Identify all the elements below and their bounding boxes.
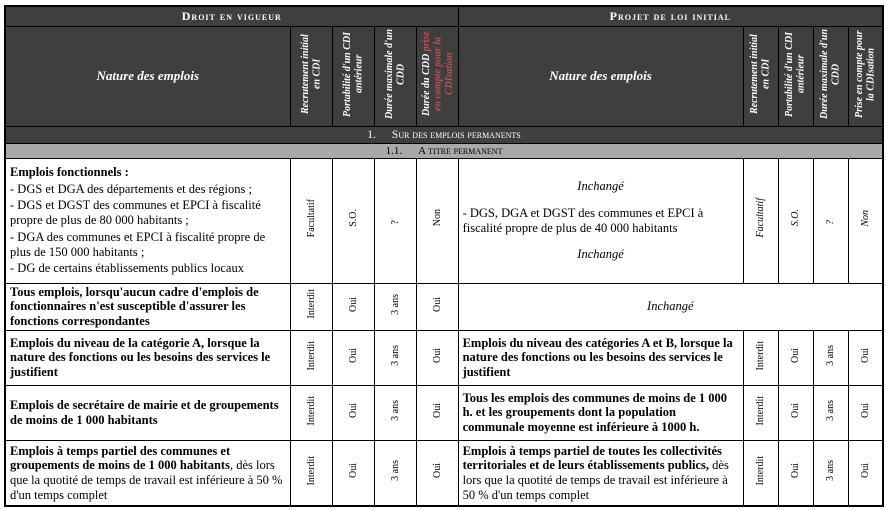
value-cell [778, 158, 813, 283]
nature-des-emplois-header-right [458, 26, 743, 126]
col-recrutement-initial-cdi-left [290, 26, 332, 126]
value-cell [290, 440, 332, 506]
column-header-text: Durée maximale d'un CDD [383, 28, 406, 119]
value-cell [374, 385, 416, 440]
cell-item: - DGS et DGST des communes et EPCI à fiscalité propre de plus de 80 000 habitants ; [10, 198, 261, 228]
column-header-text: Portabilité d'un CDI antérieur [784, 31, 807, 117]
section-label: A titre permanent [418, 144, 503, 157]
value-cell [778, 440, 813, 506]
value-cell [332, 385, 374, 440]
value-cell [743, 440, 778, 506]
nature-cell-left: Emplois de secrétaire de mairie et de groupements de moins de 1 000 habitants [5, 385, 290, 440]
cell-text: , dès lors que la quotité de temps de travail est inférieure à 50 % d'un temps complet [10, 458, 283, 502]
nature-cell-right [458, 440, 743, 506]
col-portabilite-cdi-left [332, 26, 374, 126]
value-text: Oui [790, 402, 802, 418]
value-text: Oui [859, 347, 871, 363]
table-row-categorie-a [5, 330, 883, 385]
value-cell [332, 158, 374, 283]
value-cell [743, 385, 778, 440]
value-cell [743, 330, 778, 385]
column-header-text: Prise en compte pour la CDIsation [853, 29, 877, 118]
nature-cell-left: Tous emplois, lorsqu'aucun cadre d'emplois de fonctionnaires n'est susceptible d'assurer les fonctions correspondantes [5, 283, 290, 330]
nature-des-emplois-label: Nature des emplois [549, 68, 652, 83]
value-text: Facultatif [305, 198, 317, 238]
value-text: Oui [790, 463, 802, 478]
value-text: 3 ans [389, 293, 401, 315]
section-number: 1. [367, 128, 376, 141]
column-header-text-part: Durée du CDD [420, 53, 432, 116]
comparison-table [4, 5, 884, 507]
inchange-label: Inchangé [577, 179, 624, 193]
value-cell [813, 158, 848, 283]
value-text: Oui [859, 463, 871, 478]
nature-cell-left [5, 440, 290, 506]
nature-cell-right: Emplois du niveau des catégories A et B, lorsque la nature des fonctions ou les besoins des services le justifient [458, 330, 743, 385]
value-text: ? [389, 220, 401, 225]
value-cell [332, 283, 374, 330]
table-row-emplois-fonctionnels [5, 158, 883, 283]
nature-des-emplois-label: Nature des emplois [96, 68, 200, 83]
cell-item: - DG de certains établissements publics locaux [10, 261, 244, 276]
value-text: 3 ans [825, 344, 837, 366]
value-text: Oui [347, 463, 359, 478]
value-cell [813, 385, 848, 440]
column-header-text-changed: prise en compte pour la CDIsation [420, 31, 455, 111]
section-1-1-header [5, 143, 883, 158]
value-cell [374, 330, 416, 385]
section-1-header [5, 126, 883, 143]
value-text: Oui [790, 347, 802, 363]
amended-text: - DGS, DGA et DGST des communes et EPCI à fiscalité propre de plus de 40 000 habitants [462, 205, 704, 235]
value-text: 3 ans [389, 399, 401, 421]
nature-cell-left [5, 158, 290, 283]
value-text: 3 ans [389, 344, 401, 366]
value-cell [332, 330, 374, 385]
section-1-1-row [5, 143, 883, 158]
cell-item: - DGA des communes et EPCI à fiscalité propre de plus de 150 000 habitants ; [10, 229, 266, 259]
value-cell [416, 440, 458, 506]
value-text: 3 ans [825, 399, 837, 421]
nature-cell-left: Emplois du niveau de la catégorie A, lorsque la nature des fonctions ou les besoins des services le justifient [5, 330, 290, 385]
value-cell [290, 330, 332, 385]
value-text: Interdit [305, 455, 317, 486]
table-row-temps-partiel [5, 440, 883, 506]
value-cell [290, 283, 332, 330]
inchange-label: Inchangé [577, 247, 624, 262]
value-cell [332, 440, 374, 506]
group-title-row [5, 6, 883, 26]
value-text: Oui [347, 347, 359, 363]
col-recrutement-initial-cdi-right [743, 26, 778, 126]
value-text: Oui [431, 402, 443, 418]
col-duree-cdd-cdisation-left [416, 26, 458, 126]
value-cell [813, 330, 848, 385]
value-cell [290, 385, 332, 440]
value-text: Interdit [305, 289, 317, 319]
value-cell [416, 385, 458, 440]
nature-des-emplois-header-left [5, 26, 290, 126]
value-text: Interdit [755, 395, 767, 425]
value-cell [778, 385, 813, 440]
value-text: Facultatif [755, 198, 767, 238]
value-cell [374, 440, 416, 506]
column-header-text: Recrutement initial en CDI [749, 33, 772, 114]
value-text: Oui [347, 296, 359, 312]
value-text: Oui [431, 463, 443, 478]
cell-title: Emplois fonctionnels : [10, 164, 129, 179]
cell-text: dès lors que la quotité de temps de travail est inférieure à 50 % d'un temps complet [462, 458, 729, 502]
value-text: Non [431, 209, 443, 227]
value-text: Interdit [755, 455, 767, 486]
value-text: Interdit [755, 340, 767, 370]
value-text: Oui [347, 402, 359, 418]
value-cell [374, 158, 416, 283]
value-text: S.O. [347, 209, 359, 227]
column-header-text: Durée maximale d'un CDD [819, 28, 842, 119]
column-header-text: Recrutement initial en CDI [299, 33, 322, 114]
right-group-title: Projet de loi initial [458, 6, 883, 26]
value-text: 3 ans [389, 460, 401, 481]
value-text: ? [825, 219, 837, 225]
left-group-title: Droit en vigueur [5, 6, 458, 26]
value-text: Interdit [305, 340, 317, 370]
value-cell [743, 158, 778, 283]
value-cell [374, 283, 416, 330]
section-number: 1.1. [385, 144, 403, 157]
value-cell [416, 283, 458, 330]
value-cell [813, 440, 848, 506]
column-header-text [421, 28, 456, 120]
cell-bold-text: Emplois à temps partiel des communes et groupements de moins de 1 000 habitants [10, 443, 231, 473]
value-cell [416, 158, 458, 283]
value-cell [848, 330, 883, 385]
table-row-secretaire-mairie [5, 385, 883, 440]
cell-item: - DGS et DGA des départements et des régions ; [10, 181, 252, 196]
value-text: S.O. [790, 209, 802, 227]
value-cell [290, 158, 332, 283]
value-cell [778, 330, 813, 385]
nature-cell-right [458, 158, 743, 283]
value-text: Non [859, 209, 871, 227]
value-text: Oui [431, 296, 443, 312]
inchange-merged-cell: Inchangé [458, 283, 883, 330]
value-text: Oui [431, 347, 443, 363]
value-cell [848, 385, 883, 440]
nature-cell-right: Tous les emplois des communes de moins de 1 000 h. et les groupements dont la population communale moyenne est inférieure à 1000 h. [458, 385, 743, 440]
cell-bold-text: Emplois à temps partiel de toutes les collectivités territoriales et de leurs établissements publics, [462, 443, 722, 473]
column-header-row [5, 26, 883, 126]
col-portabilite-cdi-right [778, 26, 813, 126]
section-label: Sur des emplois permanents [391, 128, 521, 141]
value-cell [848, 158, 883, 283]
col-prise-en-compte-cdisation-right [848, 26, 883, 126]
value-text: Oui [859, 402, 871, 418]
value-cell [416, 330, 458, 385]
value-text: 3 ans [825, 460, 837, 481]
value-text: Interdit [305, 395, 317, 425]
table-row-tous-emplois [5, 283, 883, 330]
section-1-row [5, 126, 883, 143]
col-duree-maximale-cdd-right [813, 26, 848, 126]
col-duree-maximale-cdd-left [374, 26, 416, 126]
column-header-text: Portabilité d'un CDI antérieur [341, 31, 364, 117]
value-cell [848, 440, 883, 506]
